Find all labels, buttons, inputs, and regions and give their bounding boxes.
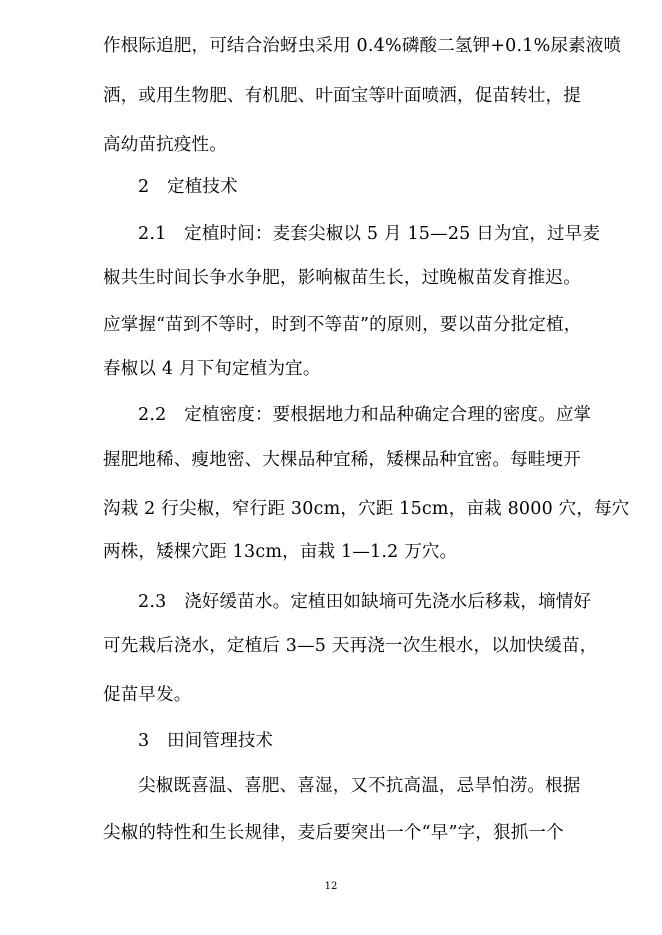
text-line: 2.1 定植时间：麦套尖椒以 5 月 15—25 日为宜，过早麦: [138, 224, 601, 244]
section-heading: 3 田间管理技术: [138, 731, 274, 751]
text-line: 应掌握“苗到不等时，时到不等苗”的原则，要以苗分批定植，: [103, 315, 582, 335]
text-line: 作根际追肥，可结合治蚜虫采用 0.4%磷酸二氢钾+0.1%尿素液喷: [103, 36, 622, 56]
text-line: 尖椒既喜温、喜肥、喜湿，又不抗高温，忌旱怕涝。根据: [138, 776, 581, 796]
text-line: 洒，或用生物肥、有机肥、叶面宝等叶面喷洒，促苗转壮，提: [103, 86, 581, 106]
section-heading: 2 定植技术: [138, 177, 238, 197]
text-line: 两株，矮棵穴距 13cm，亩栽 1—1.2 万穴。: [103, 542, 458, 562]
page-number: 12: [324, 881, 338, 892]
text-line: 尖椒的特性和生长规律，麦后要突出一个“早”字，狠抓一个: [103, 823, 564, 843]
text-line: 2.2 定植密度：要根据地力和品种确定合理的密度。应掌: [138, 405, 592, 425]
text-line: 促苗早发。: [103, 685, 192, 705]
text-line: 沟栽 2 行尖椒，窄行距 30cm，穴距 15cm，亩栽 8000 穴，每穴: [103, 499, 630, 519]
text-line: 2.3 浇好缓苗水。定植田如缺墒可先浇水后移栽，墒情好: [138, 592, 592, 612]
text-line: 可先栽后浇水，定植后 3—5 天再浇一次生根水，以加快缓苗，: [103, 636, 598, 656]
text-line: 春椒以 4 月下旬定植为宜。: [103, 359, 321, 379]
text-line: 椒共生时间长争水争肥，影响椒苗生长，过晚椒苗发育推迟。: [103, 268, 581, 288]
text-line: 高幼苗抗疫性。: [103, 135, 227, 155]
text-line: 握肥地稀、瘦地密、大棵品种宜稀，矮棵品种宜密。每畦埂开: [103, 450, 581, 470]
